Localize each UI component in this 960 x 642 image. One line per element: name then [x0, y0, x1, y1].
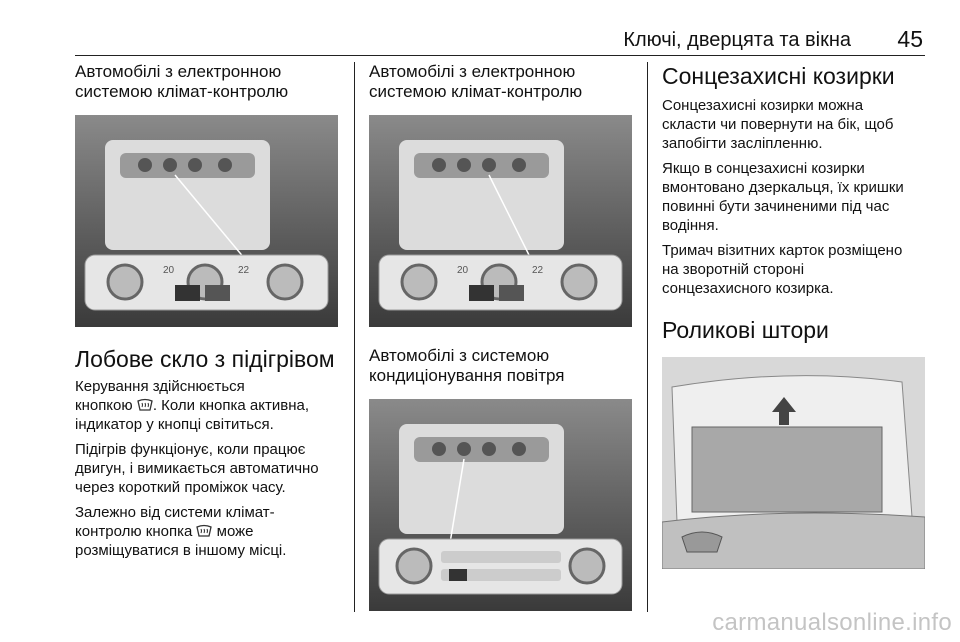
paragraph-3: Тримач візитних карток розміщено на зворотній стороні сонцезахисного козирка. [662, 242, 903, 297]
figure-climate-panel [369, 115, 632, 327]
paragraph-2: Підігрів функціонує, коли працює двигун, і вимикається автоматично через короткий проміжок часу. [75, 441, 319, 496]
figure-roller-blind [662, 357, 925, 569]
paragraph-1: Керування здійснюється кнопкою . Коли кнопка активна, індикатор у кнопці світиться. [75, 378, 309, 433]
heated-windscreen-icon [137, 398, 153, 412]
column-divider [647, 62, 648, 612]
dial-temp-right: 22 [532, 265, 544, 276]
paragraph-2: Якщо в сонцезахисні козирки вмонтовано дзеркальця, їх кришки повинні бути зачиненими під час водіння. [662, 160, 904, 234]
column-2 [369, 62, 634, 611]
figure-ac-panel [369, 399, 632, 611]
figure-climate-panel [75, 115, 338, 327]
section-title: Ключі, дверцята та вікна [623, 29, 851, 51]
paragraph-3: Залежно від системи клімат- контролю кнопка може розміщуватися в іншому місці. [75, 504, 287, 559]
page-number: 45 [897, 26, 923, 52]
dial-temp-right: 22 [238, 265, 250, 276]
heading-sun-visors: Сонцезахисні козирки [662, 63, 895, 89]
heading-climate-control: Автомобілі з електронною системою клімат-контролю [75, 62, 289, 101]
heading-heated-windscreen: Лобове скло з підігрівом [75, 346, 335, 372]
column-divider [354, 62, 355, 612]
heading-climate-control: Автомобілі з електронною системою клімат-контролю [369, 62, 583, 101]
dial-temp-left: 20 [163, 265, 175, 276]
dial-temp-left: 20 [457, 265, 469, 276]
paragraph-1: Сонцезахисні козирки можна скласти чи повернути на бік, щоб запобігти засліпленню. [662, 97, 894, 152]
heading-air-conditioning: Автомобілі з системою кондиціонування повітря [369, 346, 565, 385]
watermark: carmanualsonline.info [712, 609, 952, 636]
heated-windscreen-icon [196, 524, 212, 538]
column-1 [75, 62, 340, 566]
page-header [75, 25, 925, 56]
heading-roller-blinds: Роликові штори [662, 317, 829, 343]
column-3 [662, 62, 927, 569]
